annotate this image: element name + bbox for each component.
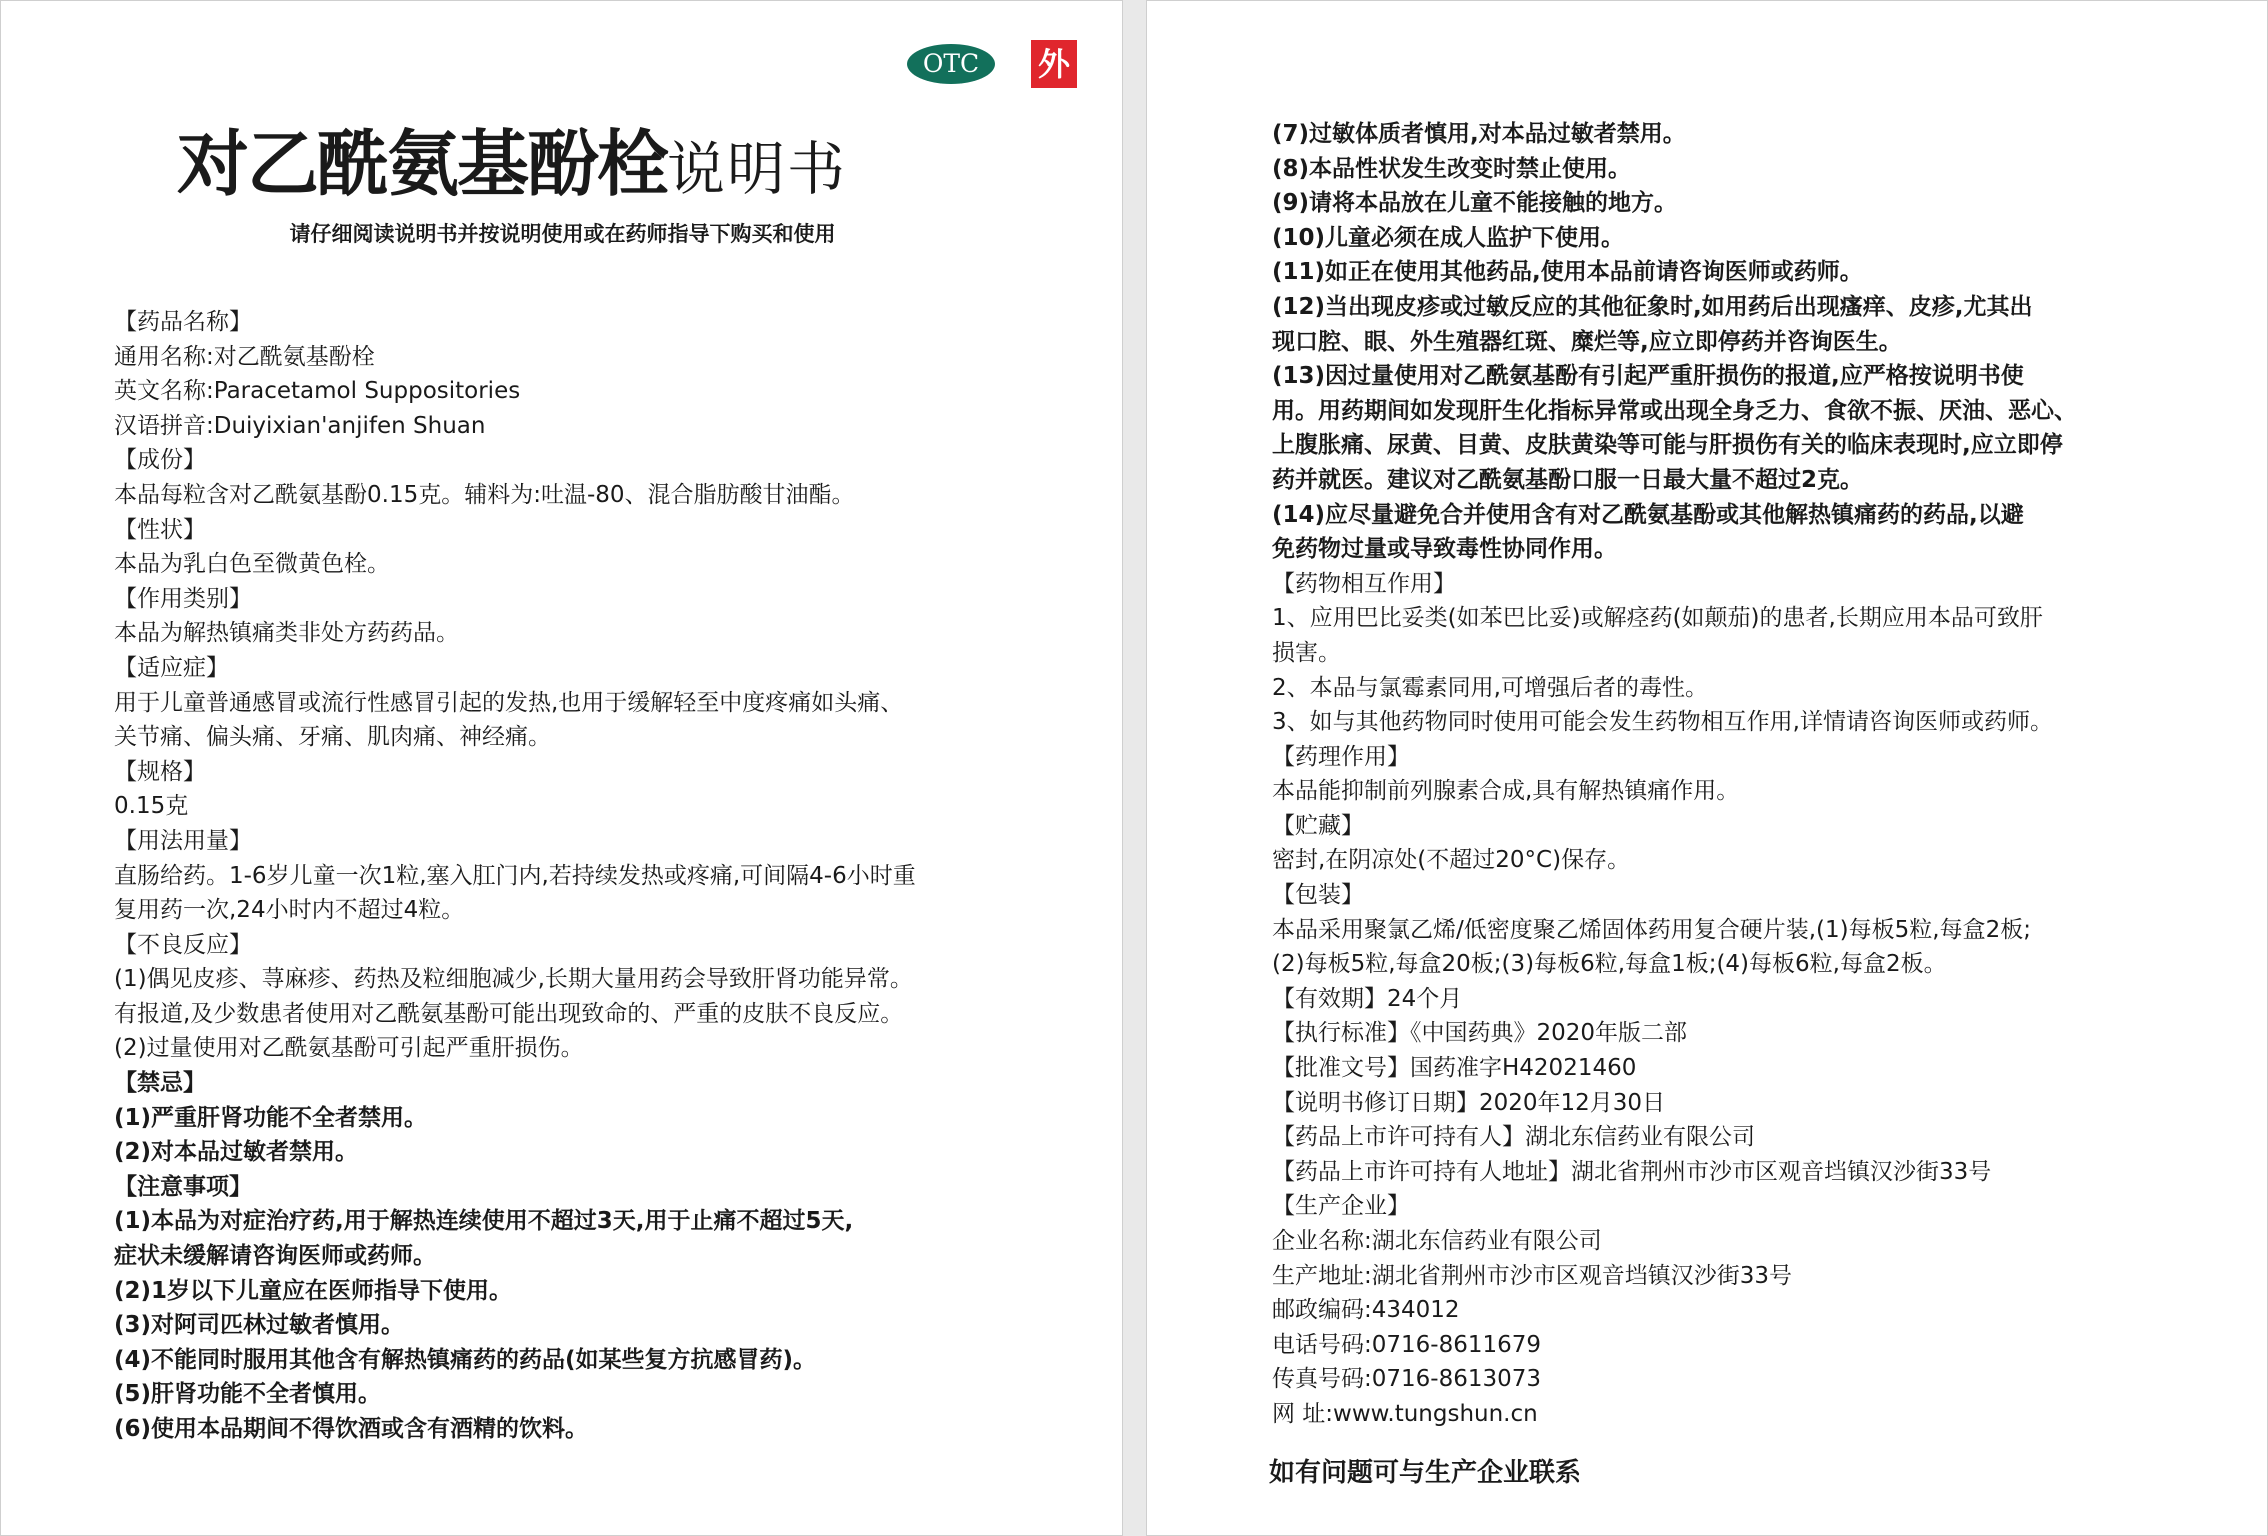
title-suffix: 说明书: [667, 135, 848, 203]
title-drug-name: 对乙酰氨基酚栓: [177, 122, 668, 206]
text-line: 【有效期】24个月: [1272, 985, 1463, 1012]
text-line: 【说明书修订日期】2020年12月30日: [1272, 1089, 1666, 1116]
text-line: 电话号码:0716-8611679: [1272, 1331, 1542, 1358]
text-line: 【执行标准】《中国药典》2020年版二部: [1272, 1020, 1688, 1047]
text-line: 【药品名称】: [114, 309, 252, 335]
text-line: 网 址:www.tungshun.cn: [1272, 1400, 1538, 1427]
text-line: (13)因过量使用对乙酰氨基酚有引起严重肝损伤的报道,应严格按说明书使: [1272, 363, 2024, 390]
text-line: 【药理作用】: [1272, 743, 1410, 770]
text-line: 本品采用聚氯乙烯/低密度聚乙烯固体药用复合硬片装,(1)每板5粒,每盒2板;: [1272, 916, 2031, 943]
text-line: 【生产企业】: [1272, 1193, 1410, 1220]
text-line: 邮政编码:434012: [1272, 1297, 1460, 1324]
text-line: 传真号码:0716-8613073: [1272, 1366, 1542, 1393]
text-line: 【适应症】: [114, 654, 229, 681]
text-line: 本品能抑制前列腺素合成,具有解热镇痛作用。: [1272, 778, 1740, 805]
document-title: [177, 119, 847, 229]
text-line: 生产地址:湖北省荆州市沙市区观音垱镇汉沙街33号: [1272, 1262, 1793, 1289]
text-line: (7)过敏体质者慎用,对本品过敏者禁用。: [1272, 121, 1686, 147]
text-line: 有报道,及少数患者使用对乙酰氨基酚可能出现致命的、严重的皮肤不良反应。: [114, 1000, 904, 1027]
external-use-badge: 外: [1031, 40, 1077, 88]
text-line: 【药品上市许可持有人】湖北东信药业有限公司: [1272, 1124, 1755, 1151]
text-line: 用。用药期间如发现肝生化指标异常或出现全身乏力、食欲不振、厌油、恶心、: [1272, 397, 2077, 424]
text-line: 用于儿童普通感冒或流行性感冒引起的发热,也用于缓解轻至中度疼痛如头痛、: [114, 689, 904, 716]
text-line: (5)肝肾功能不全者慎用。: [114, 1381, 382, 1408]
text-line: 汉语拼音:Duiyixian'anjifen Shuan: [114, 412, 486, 439]
text-line: 通用名称:对乙酰氨基酚栓: [114, 343, 375, 370]
text-line: (6)使用本品期间不得饮酒或含有酒精的饮料。: [114, 1416, 589, 1442]
text-line: (2)每板5粒,每盒20板;(3)每板6粒,每盒1板;(4)每板6粒,每盒2板。: [1272, 951, 1947, 978]
contact-note: 如有问题可与生产企业联系: [1269, 1458, 1582, 1488]
otc-badge: OTC: [907, 44, 995, 84]
text-line: (4)不能同时服用其他含有解热镇痛药的药品(如某些复方抗感冒药)。: [114, 1346, 817, 1373]
text-line: (12)当出现皮疹或过敏反应的其他征象时,如用药后出现瘙痒、皮疹,尤其出: [1272, 293, 2033, 320]
text-line: (9)请将本品放在儿童不能接触的地方。: [1272, 190, 1678, 217]
text-line: (2)对本品过敏者禁用。: [114, 1139, 359, 1166]
text-line: (3)对阿司匹林过敏者慎用。: [114, 1312, 405, 1339]
text-line: 免药物过量或导致毒性协同作用。: [1272, 536, 1617, 563]
text-line: 0.15克: [114, 793, 189, 820]
text-line: 1、应用巴比妥类(如苯巴比妥)或解痉药(如颠茄)的患者,长期应用本品可致肝: [1272, 605, 2043, 632]
usage-notice: 请仔细阅读说明书并按说明使用或在药师指导下购买和使用: [289, 222, 836, 246]
text-line: 【贮藏】: [1272, 812, 1364, 839]
text-line: 上腹胀痛、尿黄、目黄、皮肤黄染等可能与肝损伤有关的临床表现时,应立即停: [1272, 432, 2063, 459]
text-line: (11)如正在使用其他药品,使用本品前请咨询医师或药师。: [1272, 259, 1863, 286]
text-line: 现口腔、眼、外生殖器红斑、糜烂等,应立即停药并咨询医生。: [1272, 328, 1902, 355]
text-line: (1)严重肝肾功能不全者禁用。: [114, 1104, 428, 1131]
left-text-column: [114, 305, 916, 1447]
text-line: 3、如与其他药物同时使用可能会发生药物相互作用,详情请咨询医师或药师。: [1272, 709, 2053, 736]
text-line: 2、本品与氯霉素同用,可增强后者的毒性。: [1272, 674, 1708, 701]
text-line: 【用法用量】: [114, 827, 252, 854]
text-line: 【作用类别】: [114, 585, 252, 612]
text-line: 企业名称:湖北东信药业有限公司: [1272, 1228, 1602, 1254]
text-line: (14)应尽量避免合并使用含有对乙酰氨基酚或其他解热镇痛药的药品,以避: [1272, 501, 2024, 528]
text-line: 英文名称:Paracetamol Suppositories: [114, 378, 521, 405]
text-line: 密封,在阴凉处(不超过20°C)保存。: [1272, 847, 1631, 874]
text-line: (1)偶见皮疹、荨麻疹、药热及粒细胞减少,长期大量用药会导致肝肾功能异常。: [114, 966, 913, 993]
text-line: 【注意事项】: [114, 1173, 252, 1200]
text-line: 直肠给药。1-6岁儿童一次1粒,塞入肛门内,若持续发热或疼痛,可间隔4-6小时重: [114, 862, 916, 889]
text-line: 【药品上市许可持有人地址】湖北省荆州市沙市区观音垱镇汉沙街33号: [1272, 1158, 1992, 1185]
text-line: 【药物相互作用】: [1272, 570, 1456, 597]
text-line: (2)1岁以下儿童应在医师指导下使用。: [114, 1277, 513, 1304]
text-line: 症状未缓解请咨询医师或药师。: [114, 1243, 436, 1270]
text-line: (1)本品为对症治疗药,用于解热连续使用不超过3天,用于止痛不超过5天,: [114, 1208, 854, 1235]
text-line: 药并就医。建议对乙酰氨基酚口服一日最大量不超过2克。: [1272, 466, 1864, 493]
text-line: 损害。: [1272, 639, 1341, 666]
text-line: (10)儿童必须在成人监护下使用。: [1272, 224, 1625, 251]
text-line: 【包装】: [1272, 882, 1364, 909]
right-text-column: [1272, 117, 2077, 1432]
text-line: 【批准文号】国药准字H42021460: [1272, 1055, 1637, 1082]
text-line: 【不良反应】: [114, 931, 252, 958]
text-line: 关节痛、偏头痛、牙痛、肌肉痛、神经痛。: [114, 724, 551, 751]
text-line: 【禁忌】: [114, 1070, 206, 1097]
text-line: 【成份】: [114, 447, 206, 474]
text-line: 【规格】: [114, 758, 206, 785]
text-line: 本品每粒含对乙酰氨基酚0.15克。辅料为:吐温-80、混合脂肪酸甘油酯。: [114, 481, 855, 508]
text-line: 【性状】: [114, 516, 206, 543]
text-line: 本品为乳白色至微黄色栓。: [114, 551, 390, 578]
text-line: 复用药一次,24小时内不超过4粒。: [114, 897, 465, 924]
text-line: (8)本品性状发生改变时禁止使用。: [1272, 155, 1632, 182]
text-line: 本品为解热镇痛类非处方药药品。: [114, 620, 459, 647]
text-line: (2)过量使用对乙酰氨基酚可引起严重肝损伤。: [114, 1035, 584, 1062]
